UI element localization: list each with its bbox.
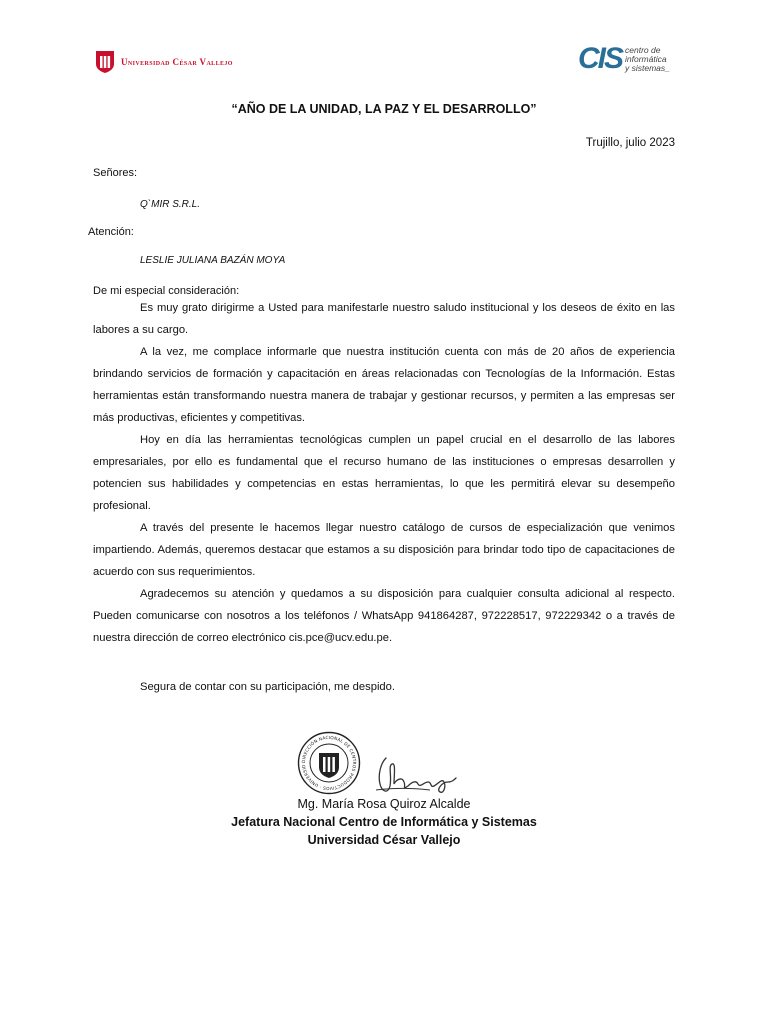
signer-name: Mg. María Rosa Quiroz Alcalde xyxy=(297,797,471,811)
ucv-shield-icon xyxy=(95,50,115,74)
atencion-label: Atención: xyxy=(88,226,134,238)
signer-position: Jefatura Nacional Centro de Informática y Sistemas xyxy=(231,815,537,829)
company-name: Q`MIR S.R.L. xyxy=(140,199,201,210)
cis-sub-line: informática xyxy=(625,53,667,64)
greeting: De mi especial consideración: xyxy=(93,285,240,297)
paragraph: A través del presente le hacemos llegar nuestro catálogo de cursos de especialización que venimos impartiendo. Además, queremos destacar que estamos a su disposición para brindar todo tipo de capacitaciones de acuerdo con sus requerimientos. xyxy=(93,522,675,578)
cis-logo-mark: CIS xyxy=(578,42,623,75)
cis-logo-subtitle xyxy=(625,46,670,73)
paragraph: Hoy en día las herramientas tecnológicas cumplen un papel crucial en el desarrollo de las labores empresariales, por ello es fundamental que el recurso humano de las instituciones o empresas desarrollen y potencien sus habilidades y competencias en estas herramientas, lo que les permitirá elevar su desempeño profesional. xyxy=(93,434,675,512)
cis-logo xyxy=(578,44,670,74)
cis-sub-line: centro de xyxy=(625,44,661,55)
signature-block xyxy=(0,795,768,849)
paragraph: Agradecemos su atención y quedamos a su disposición para cualquier consulta adicional al respecto. Pueden comunicarse con nosotros a los teléfonos / WhatsApp 941864287, 972228517, 972229342 o a través de nuestra dirección de correo electrónico cis.pce@ucv.edu.pe. xyxy=(93,588,675,644)
institutional-seal xyxy=(297,731,361,795)
ucv-logo xyxy=(95,50,233,74)
seal-text: DIRECCIÓN NACIONAL DE CENTROS PRODUCTIVOS · UNIVERSID xyxy=(301,735,357,791)
closing-line: Segura de contar con su participación, me despido. xyxy=(140,681,395,693)
attention-name: LESLIE JULIANA BAZÁN MOYA xyxy=(140,255,286,266)
cis-sub-line: y sistemas_ xyxy=(625,62,670,73)
paragraph: A la vez, me complace informarle que nuestra institución cuenta con más de 20 años de experiencia brindando servicios de formación y capacitación en áreas relacionadas con Tecnologías de la Información. Estas herramientas están transformando nuestra manera de trabajar y gestionar recursos, y permiten a las empresas ser más productivas, eficientes y competitivas. xyxy=(93,346,675,424)
paragraph: Es muy grato dirigirme a Usted para manifestarle nuestro saludo institucional y los deseos de éxito en las labores a su cargo. xyxy=(93,302,675,336)
signer-institution: Universidad César Vallejo xyxy=(307,833,461,847)
ucv-logo-text: Universidad César Vallejo xyxy=(121,57,233,67)
letter-body xyxy=(93,297,675,649)
year-motto: “AÑO DE LA UNIDAD, LA PAZ Y EL DESARROLLO” xyxy=(231,102,537,116)
letter-date: Trujillo, julio 2023 xyxy=(585,137,675,149)
senores-label: Señores: xyxy=(93,167,138,179)
